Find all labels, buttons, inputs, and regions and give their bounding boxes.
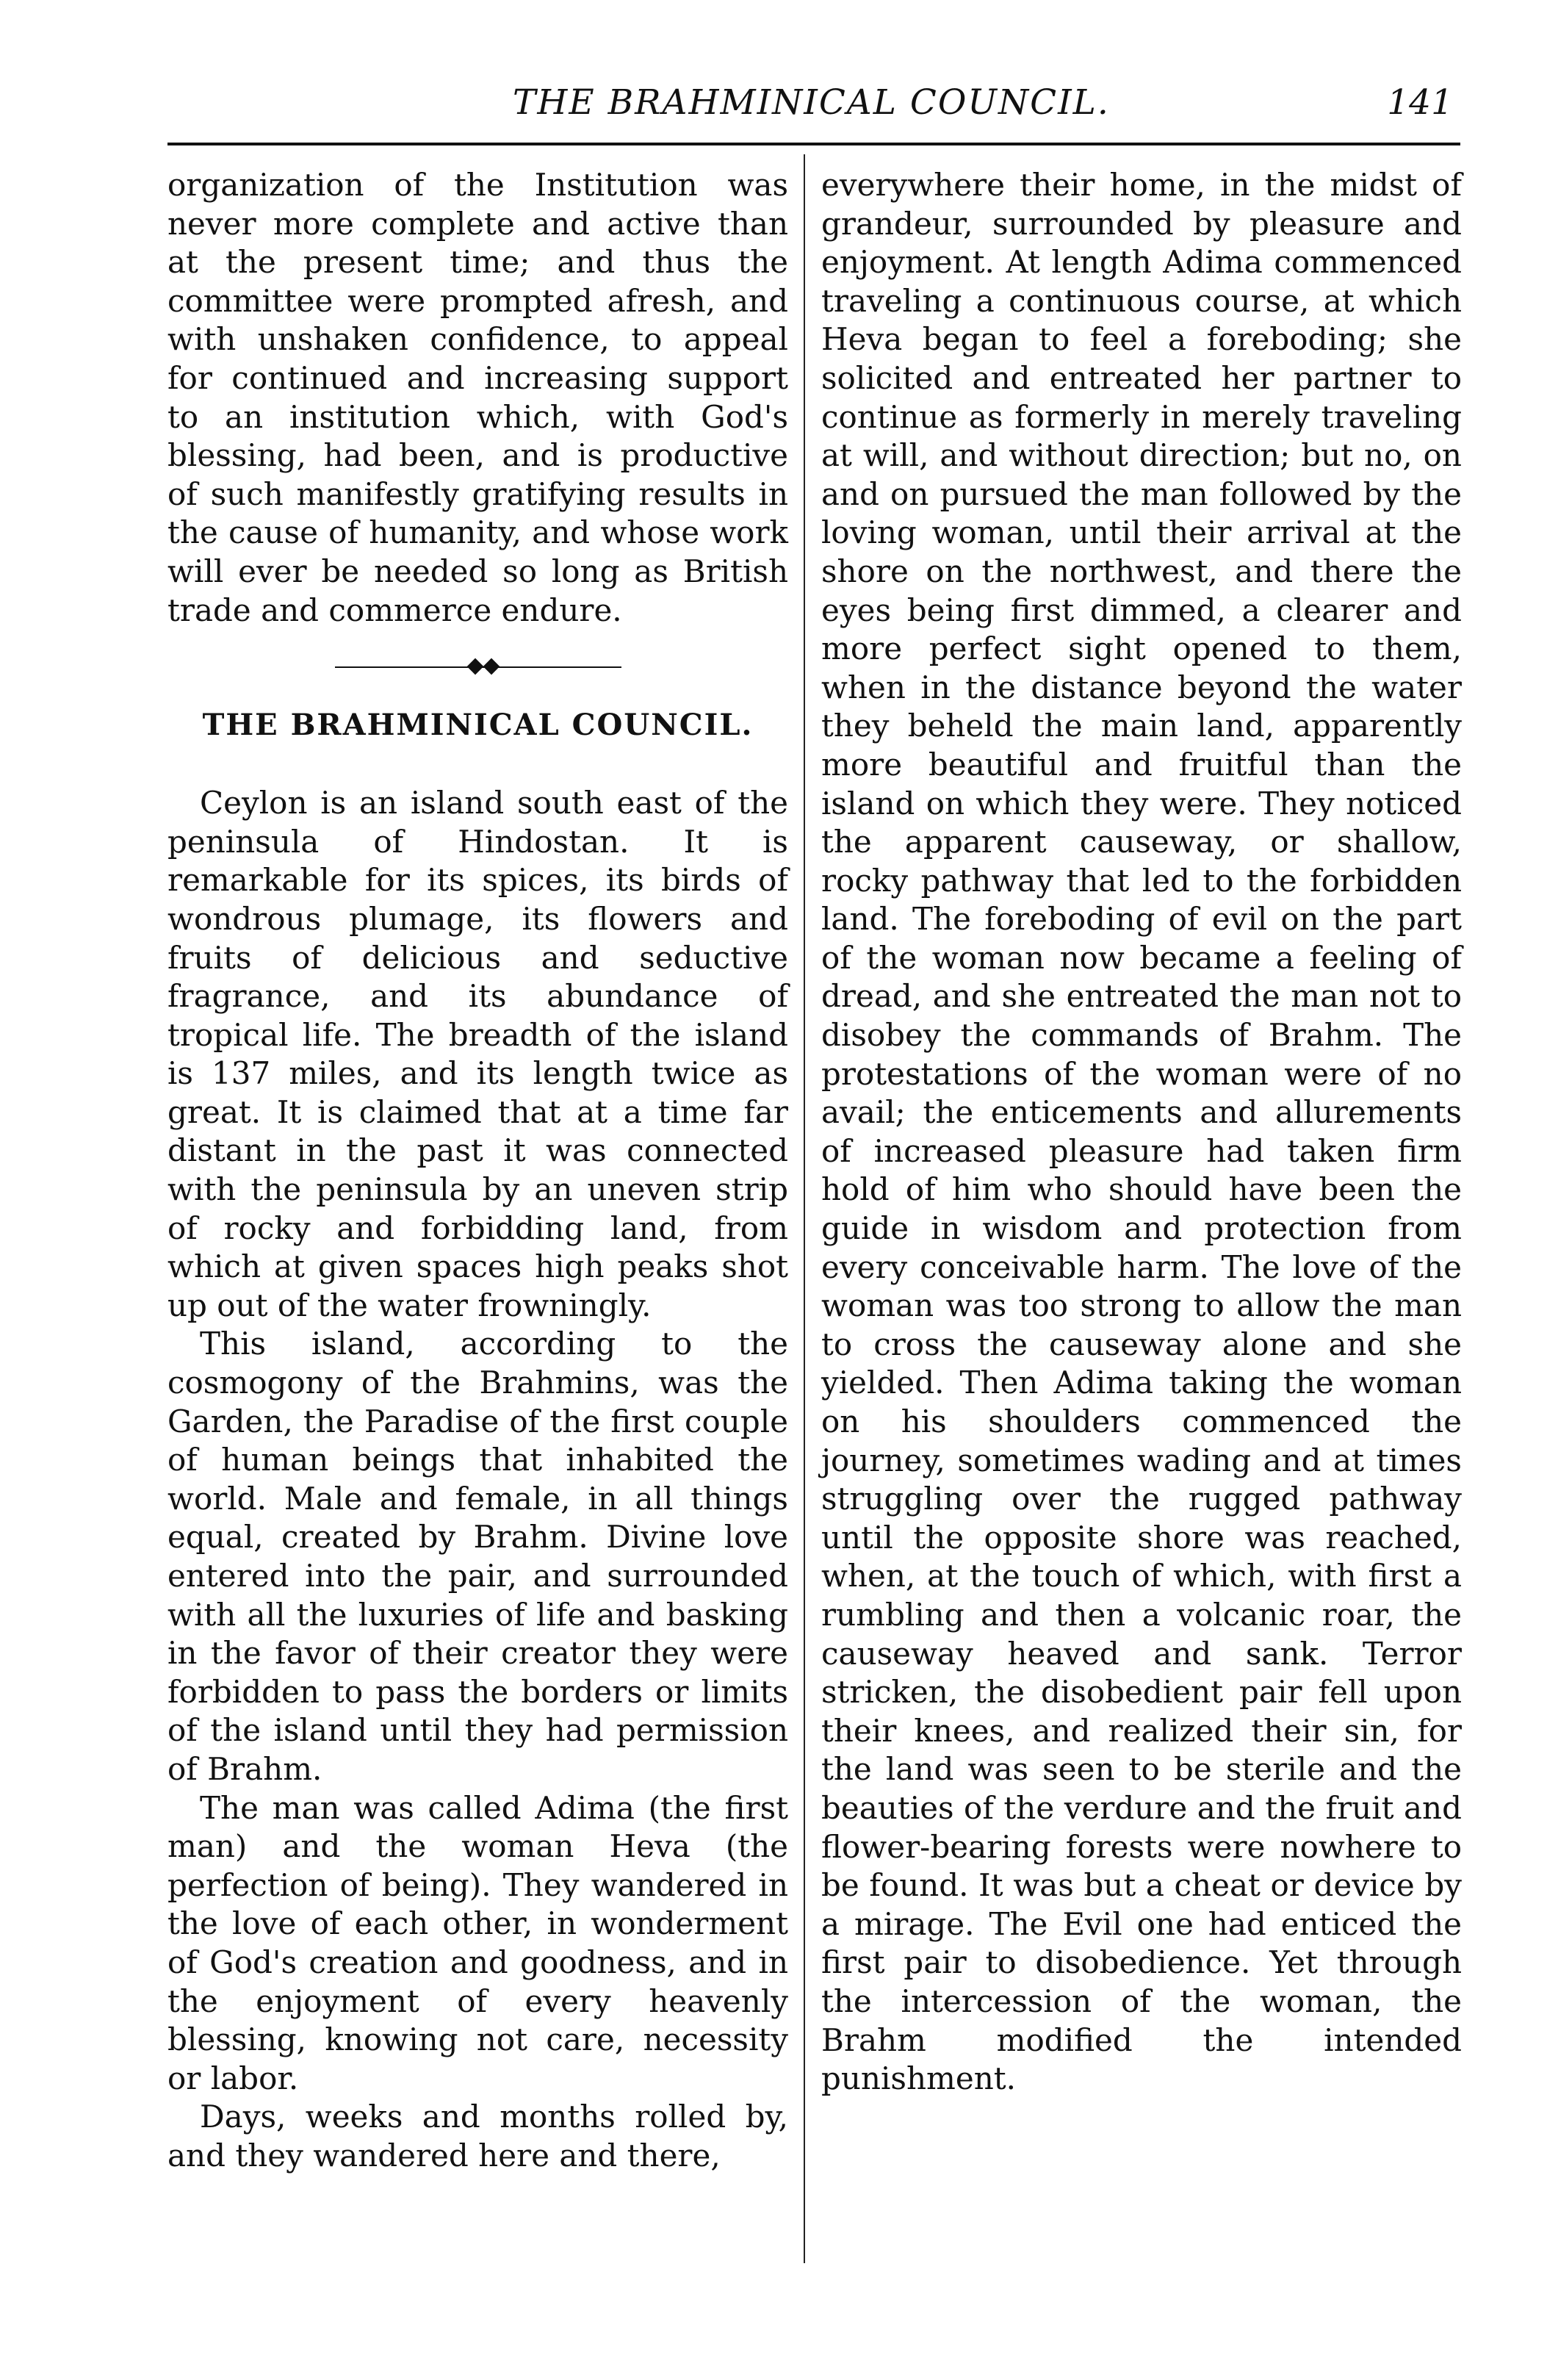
right-column [821,166,1462,2099]
header-rule [167,143,1460,145]
article-paragraph: Days, weeks and months rolled by, and they wandered here and there, [167,2099,788,2174]
page-number: 141 [1387,82,1453,123]
left-column [167,166,788,2176]
article-paragraph: everywhere their home, in the midst of grandeur, surrounded by pleasure and enjoyment. At length Adima commenced traveling a continuous course, at which Heva began to feel a foreboding; she solicited and entreated her partner to continue as formerly in merely traveling at will, and without direction; but no, on and on pursued the man followed by the loving woman, until their arrival at the shore on the northwest, and there the eyes being first dimmed, a clearer and more perfect sight opened to them, when in the distance beyond the water they beheld the main land, apparently more beautiful and fruitful than the island on which they were. They noticed the apparent causeway, or shallow, rocky pathway that led to the forbidden land. The foreboding of evil on the part of the woman now became a feeling of dread, and she entreated the man not to disobey the commands of Brahm. The protestations of the woman were of no avail; the enticements and allurements of increased pleasure had taken firm hold of him who should have been the guide in wisdom and protection from every conceivable harm. The love of the woman was too strong to allow the man to cross the causeway alone and she yielded. Then Adima taking the woman on his shoulders commenced the journey, sometimes wading and at times struggling over the rugged pathway until the opposite shore was reached, when, at the touch of which, with first a rumbling and then a volcanic roar, the causeway heaved and sank. Terror stricken, the disobedient pair fell upon their knees, and realized their sin, for the land was seen to be sterile and the beauties of the verdure and the fruit and flower-bearing forests were nowhere to be found. It was but a cheat or device by a mirage. The Evil one had enticed the first pair to disobedience. Yet through the intercession of the woman, the Brahm modified the intended punishment. [821,167,1462,2097]
section-ornament [167,630,788,706]
running-title: THE BRAHMINICAL COUNCIL. [513,82,1110,123]
running-header [167,82,1460,129]
section-title: THE BRAHMINICAL COUNCIL. [202,708,754,743]
article-paragraph: Ceylon is an island south east of the peninsula of Hindostan. It is remarkable for its spices, its birds of wondrous plumage, its flowers and fruits of delicious and seductive fragrance, and its abundance of tropical life. The breadth of the island is 137 miles, and its length twice as great. It is claimed that at a time far distant in the past it was connected with the peninsula by an uneven strip of rocky and forbidding land, from which at given spaces high peaks shot up out of the water frowningly. [167,785,788,1323]
continued-paragraph: organization of the Institution was never more complete and active than at the present time; and thus the committee were prompted afresh, and with unshaken confidence, to appeal for continued and increasing support to an institution which, with God's blessing, had been, and is productive of such manifestly gratifying results in the cause of humanity, and whose work will ever be needed so long as British trade and commerce endure. [167,167,788,628]
ornament-diamond [483,658,500,675]
column-divider [804,154,805,2263]
ornament-diamond [467,658,484,675]
article-paragraph: The man was called Adima (the first man) and the woman Heva (the perfection of being). They wandered in the love of each other, in wonderment of God's creation and goodness, and in the enjoyment of every heavenly blessing, knowing not care, necessity or labor. [167,1789,788,2096]
article-paragraph: This island, according to the cosmogony of the Brahmins, was the Garden, the Paradise of the first couple of human beings that inhabited the world. Male and female, in all things equal, created by Brahm. Divine love entered into the pair, and surrounded with all the luxuries of life and basking in the favor of their creator they were forbidden to pass the borders or limits of the island until they had permission of Brahm. [167,1326,788,1787]
